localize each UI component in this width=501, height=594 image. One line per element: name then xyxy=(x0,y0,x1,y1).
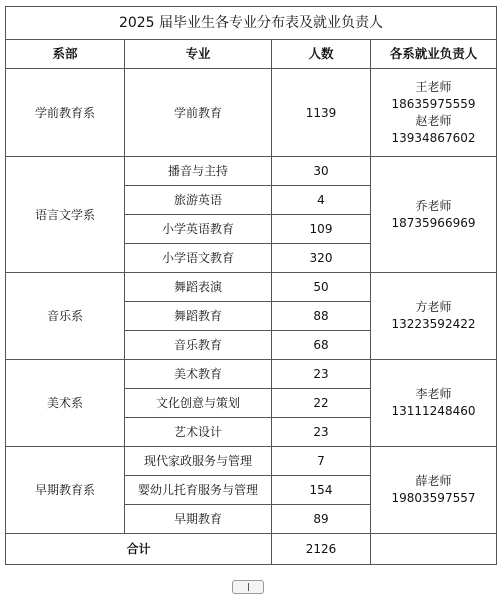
department-name: 学前教育系 xyxy=(6,69,125,157)
department-name: 语言文学系 xyxy=(6,157,125,273)
contact-teacher: 方老师 xyxy=(415,300,452,314)
major-count: 88 xyxy=(272,302,371,331)
department-name: 早期教育系 xyxy=(6,447,125,534)
department-contact xyxy=(371,447,497,534)
major-count: 50 xyxy=(272,273,371,302)
table-row xyxy=(6,157,497,186)
table-row xyxy=(6,360,497,389)
major-name: 音乐教育 xyxy=(125,331,272,360)
handle-grip-icon xyxy=(248,583,249,591)
major-count: 109 xyxy=(272,215,371,244)
major-name: 小学语文教育 xyxy=(125,244,272,273)
title-row xyxy=(6,7,497,40)
distribution-table xyxy=(5,6,497,565)
major-count: 7 xyxy=(272,447,371,476)
total-contact-empty xyxy=(371,534,497,565)
distribution-sheet xyxy=(5,6,497,565)
contact-phone: 18635975559 xyxy=(391,96,476,111)
header-count: 人数 xyxy=(272,40,371,69)
table-row xyxy=(6,69,497,157)
department-name: 音乐系 xyxy=(6,273,125,360)
major-count: 89 xyxy=(272,505,371,534)
contact-teacher: 李老师 xyxy=(415,387,452,401)
major-count: 23 xyxy=(272,360,371,389)
major-count: 4 xyxy=(272,186,371,215)
major-name: 现代家政服务与管理 xyxy=(125,447,272,476)
header-contact: 各系就业负责人 xyxy=(371,40,497,69)
major-count: 1139 xyxy=(272,69,371,157)
table-row xyxy=(6,273,497,302)
major-name: 美术教育 xyxy=(125,360,272,389)
contact-phone: 13111248460 xyxy=(391,404,476,418)
contact-teacher: 薛老师 xyxy=(415,474,452,488)
major-count: 30 xyxy=(272,157,371,186)
contact-teacher: 王老师 xyxy=(415,79,452,94)
header-row xyxy=(6,40,497,69)
header-major: 专业 xyxy=(125,40,272,69)
major-name: 学前教育 xyxy=(125,69,272,157)
total-row xyxy=(6,534,497,565)
major-name: 婴幼儿托育服务与管理 xyxy=(125,476,272,505)
major-name: 文化创意与策划 xyxy=(125,389,272,418)
major-name: 小学英语教育 xyxy=(125,215,272,244)
major-count: 154 xyxy=(272,476,371,505)
total-count: 2126 xyxy=(272,534,371,565)
major-count: 68 xyxy=(272,331,371,360)
department-name: 美术系 xyxy=(6,360,125,447)
major-name: 艺术设计 xyxy=(125,418,272,447)
major-name: 播音与主持 xyxy=(125,157,272,186)
contact-phone: 18735966969 xyxy=(391,215,476,230)
department-contact xyxy=(371,157,497,273)
major-name: 旅游英语 xyxy=(125,186,272,215)
table-row xyxy=(6,447,497,476)
contact-teacher: 赵老师 xyxy=(415,113,452,128)
department-contact xyxy=(371,69,497,157)
major-name: 舞蹈教育 xyxy=(125,302,272,331)
major-count: 320 xyxy=(272,244,371,273)
contact-phone: 19803597557 xyxy=(391,491,476,505)
major-count: 22 xyxy=(272,389,371,418)
header-department: 系部 xyxy=(6,40,125,69)
table-title: 2025 届毕业生各专业分布表及就业负责人 xyxy=(6,7,497,40)
total-label: 合计 xyxy=(6,534,272,565)
major-count: 23 xyxy=(272,418,371,447)
contact-teacher: 乔老师 xyxy=(415,198,452,213)
department-contact xyxy=(371,360,497,447)
contact-phone: 13934867602 xyxy=(391,130,476,145)
contact-phone: 13223592422 xyxy=(391,317,476,331)
major-name: 早期教育 xyxy=(125,505,272,534)
major-name: 舞蹈表演 xyxy=(125,273,272,302)
department-contact xyxy=(371,273,497,360)
